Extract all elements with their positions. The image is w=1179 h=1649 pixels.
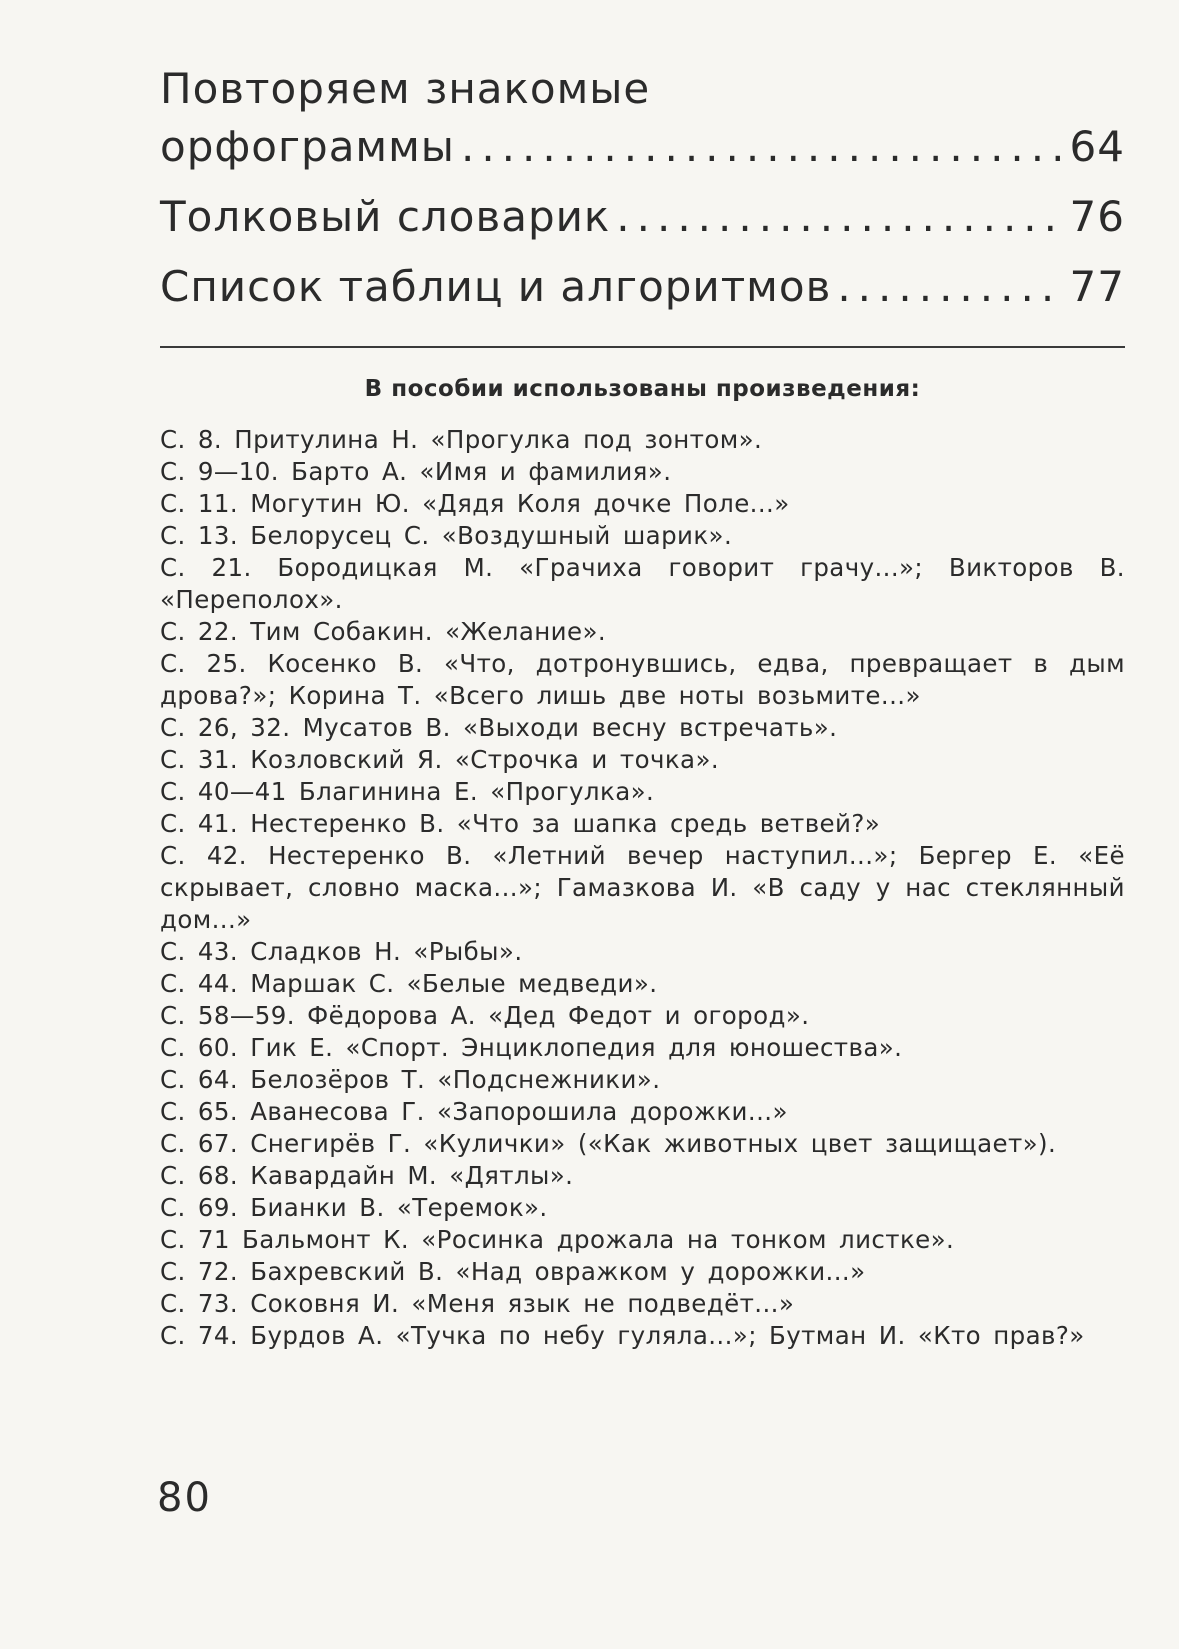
- source-item: С. 43. Сладков Н. «Рыбы».: [160, 937, 523, 966]
- source-item: С. 31. Козловский Я. «Строчка и точка».: [160, 745, 720, 774]
- toc-page-number: 76: [1069, 192, 1125, 241]
- toc-entry-tables: [160, 262, 1125, 311]
- toc-entry-orthograms: [160, 64, 1125, 171]
- source-item: С. 40—41 Благинина Е. «Прогулка».: [160, 777, 655, 806]
- toc-title-line1: Повторяем знакомые: [160, 64, 651, 113]
- toc-page-number: 64: [1069, 122, 1125, 171]
- source-item: С. 73. Соковня И. «Меня язык не подведёт...»: [160, 1289, 795, 1318]
- source-item: С. 68. Кавардайн М. «Дятлы».: [160, 1161, 574, 1190]
- source-item: С. 26, 32. Мусатов В. «Выходи весну встречать».: [160, 713, 838, 742]
- toc-page-number: 77: [1069, 262, 1125, 311]
- toc-leader-dots: [837, 266, 1063, 308]
- toc-entry-dictionary: [160, 192, 1125, 241]
- source-item: С. 21. Бородицкая М. «Грачиха говорит грачу...»; Викторов В. «Переполох».: [160, 553, 1125, 614]
- source-item: С. 65. Аванесова Г. «Запорошила дорожки...»: [160, 1097, 788, 1126]
- source-item: С. 71 Бальмонт К. «Росинка дрожала на тонком листке».: [160, 1225, 955, 1254]
- sources-heading: В пособии использованы произведения:: [364, 376, 921, 402]
- source-item: С. 69. Бианки В. «Теремок».: [160, 1193, 548, 1222]
- source-item: С. 60. Гик Е. «Спорт. Энциклопедия для юношества».: [160, 1033, 903, 1062]
- source-item: С. 9—10. Барто А. «Имя и фамилия».: [160, 457, 672, 486]
- toc-leader-dots: [616, 196, 1063, 238]
- source-item: С. 25. Косенко В. «Что, дотронувшись, едва, превращает в дым дрова?»; Корина Т. «Всего лишь две ноты возьмите...»: [160, 649, 1125, 710]
- page-number: 80: [157, 1475, 212, 1521]
- source-item: С. 13. Белорусец С. «Воздушный шарик».: [160, 521, 733, 550]
- source-item: С. 67. Снегирёв Г. «Кулички» («Как животных цвет защищает»).: [160, 1129, 1057, 1158]
- source-item: С. 64. Белозёров Т. «Подснежники».: [160, 1065, 661, 1094]
- source-item: С. 11. Могутин Ю. «Дядя Коля дочке Поле...»: [160, 489, 790, 518]
- source-item: С. 74. Бурдов А. «Тучка по небу гуляла...»; Бутман И. «Кто прав?»: [160, 1321, 1085, 1350]
- source-item: С. 42. Нестеренко В. «Летний вечер наступил...»; Бергер Е. «Её скрывает, словно маска...»; Гамазкова И. «В саду у нас стеклянный дом...»: [160, 841, 1125, 934]
- source-item: С. 72. Бахревский В. «Над овражком у дорожки...»: [160, 1257, 866, 1286]
- divider: [160, 346, 1125, 348]
- source-item: С. 41. Нестеренко В. «Что за шапка средь ветвей?»: [160, 809, 881, 838]
- toc-title: Список таблиц и алгоритмов: [160, 262, 832, 311]
- sources-list: [160, 424, 1125, 1352]
- source-item: С. 58—59. Фёдорова А. «Дед Федот и огород».: [160, 1001, 810, 1030]
- source-item: С. 22. Тим Собакин. «Желание».: [160, 617, 607, 646]
- page-content: [160, 64, 1125, 1352]
- source-item: С. 8. Притулина Н. «Прогулка под зонтом».: [160, 425, 763, 454]
- toc-title: Толковый словарик: [160, 192, 611, 241]
- source-item: С. 44. Маршак С. «Белые медведи».: [160, 969, 658, 998]
- toc-leader-dots: [461, 126, 1064, 168]
- toc-title-line2: орфограммы: [160, 122, 455, 171]
